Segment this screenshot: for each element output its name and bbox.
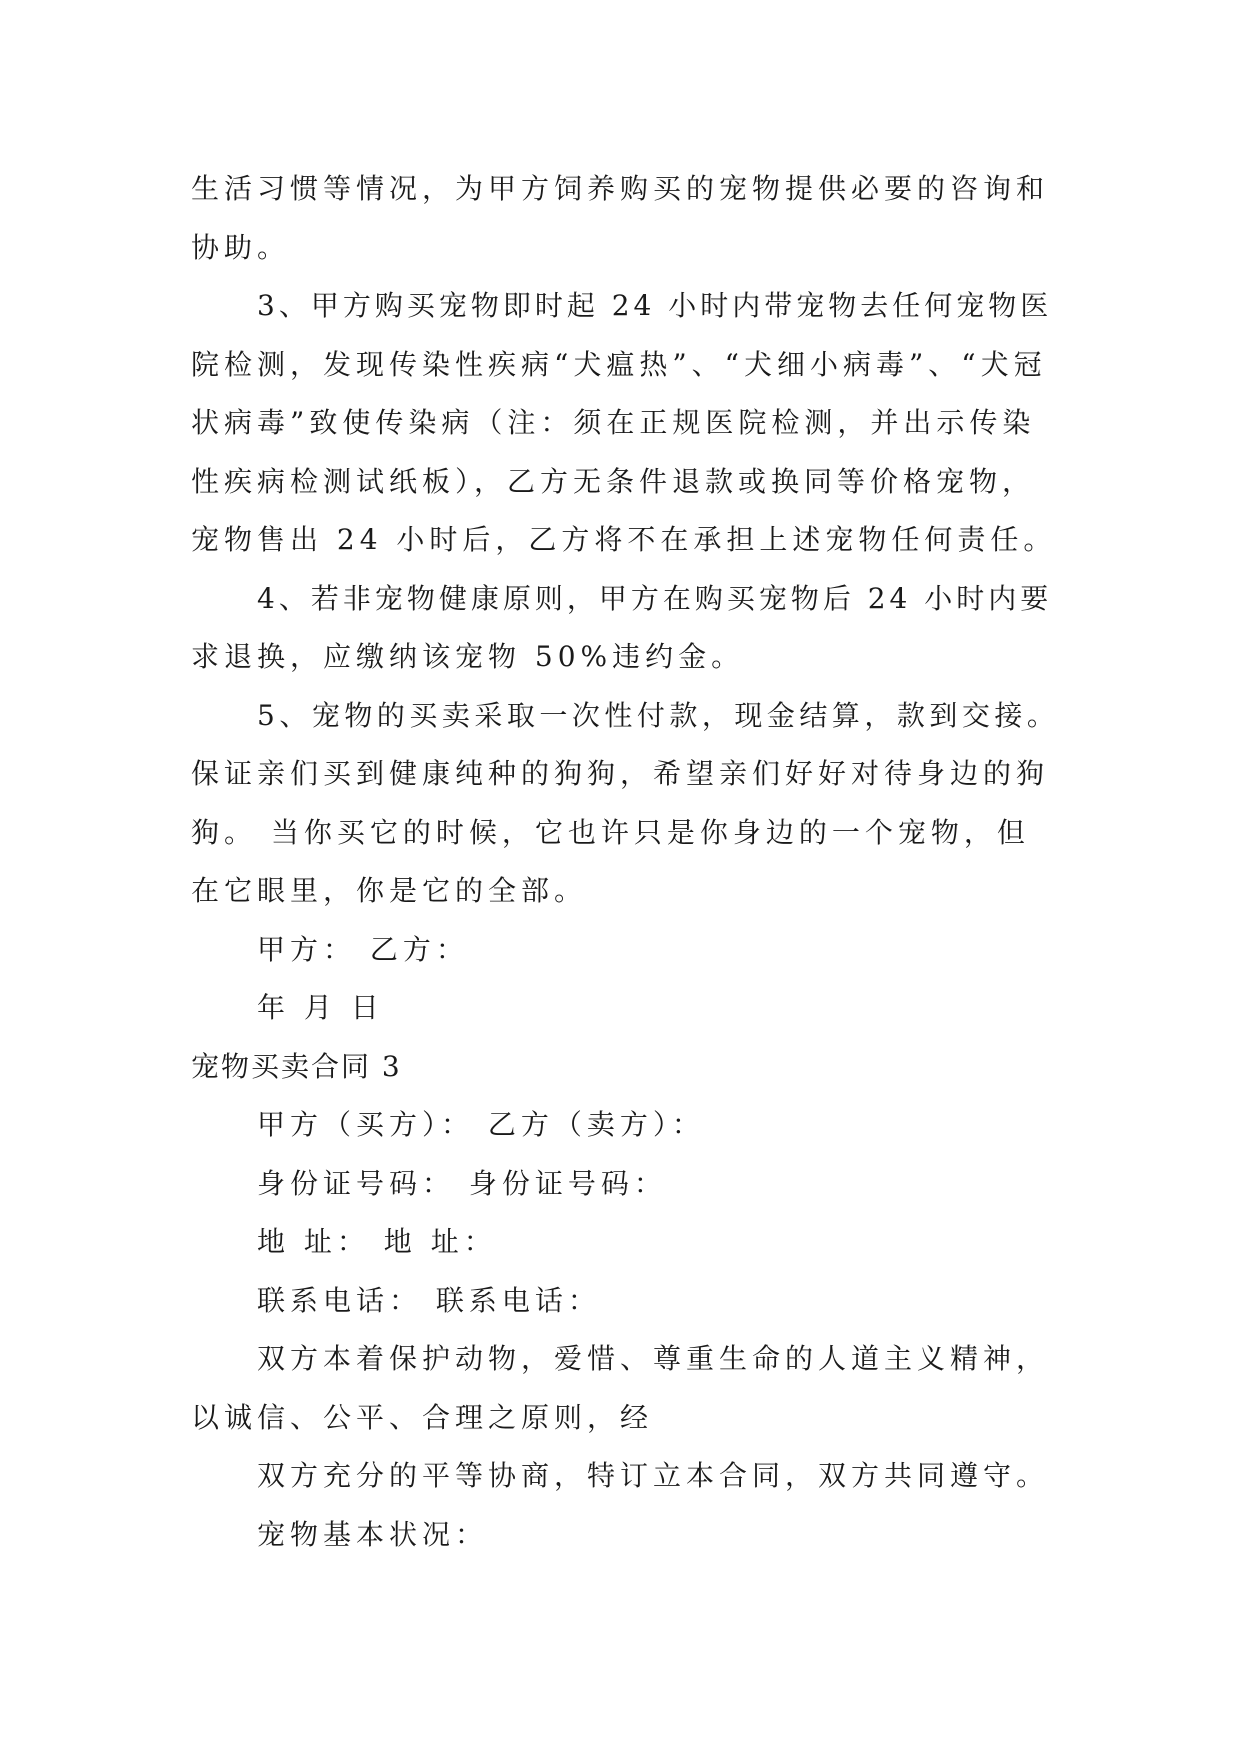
paragraph-line: 宠物售出 24 小时后，乙方将不在承担上述宠物任何责任。	[191, 523, 1057, 556]
paragraph-line: 狗。 当你买它的时候，它也许只是你身边的一个宠物，但	[191, 815, 1030, 849]
preamble-line: 双方充分的平等协商，特订立本合同，双方共同遵守。	[257, 1459, 1050, 1492]
contract-title: 宠物买卖合同 3	[191, 1049, 402, 1083]
paragraph-line: 协助。	[191, 230, 291, 264]
party-roles-line: 甲方（买方）： 乙方（卖方）：	[257, 1108, 705, 1141]
signature-parties-line: 甲方： 乙方：	[257, 932, 469, 966]
paragraph-line: 状病毒”致使传染病（注：须在正规医院检测，并出示传染	[191, 406, 1036, 439]
paragraph-line: 以诚信、公平、合理之原则，经	[191, 1400, 654, 1434]
paragraph-line: 保证亲们买到健康纯种的狗狗，希望亲们好好对待身边的狗	[191, 757, 1050, 790]
clause-3-line: 3、甲方购买宠物即时起 24 小时内带宠物去任何宠物医	[257, 289, 1053, 322]
date-line: 年 月 日	[257, 991, 384, 1024]
address-line: 地 址： 地 址：	[257, 1225, 497, 1258]
preamble-line: 双方本着保护动物，爱惜、尊重生命的人道主义精神，	[257, 1342, 1050, 1375]
clause-4-line: 4、若非宠物健康原则，甲方在购买宠物后 24 小时内要	[257, 581, 1053, 615]
pet-status-heading: 宠物基本状况：	[257, 1517, 489, 1551]
id-number-line: 身份证号码： 身份证号码：	[257, 1166, 667, 1200]
paragraph-line: 在它眼里，你是它的全部。	[191, 874, 588, 907]
paragraph-line: 院检测，发现传染性疾病“犬瘟热”、“犬细小病毒”、“犬冠	[191, 347, 1047, 381]
clause-5-line: 5、宠物的买卖采取一次性付款，现金结算，款到交接。	[257, 698, 1060, 732]
paragraph-line: 求退换，应缴纳该宠物 50%违约金。	[191, 640, 745, 673]
paragraph-line: 生活习惯等情况，为甲方饲养购买的宠物提供必要的咨询和	[191, 172, 1050, 205]
phone-line: 联系电话： 联系电话：	[257, 1283, 601, 1317]
paragraph-line: 性疾病检测试纸板），乙方无条件退款或换同等价格宠物，	[191, 464, 1036, 498]
document-body	[191, 160, 1061, 1564]
